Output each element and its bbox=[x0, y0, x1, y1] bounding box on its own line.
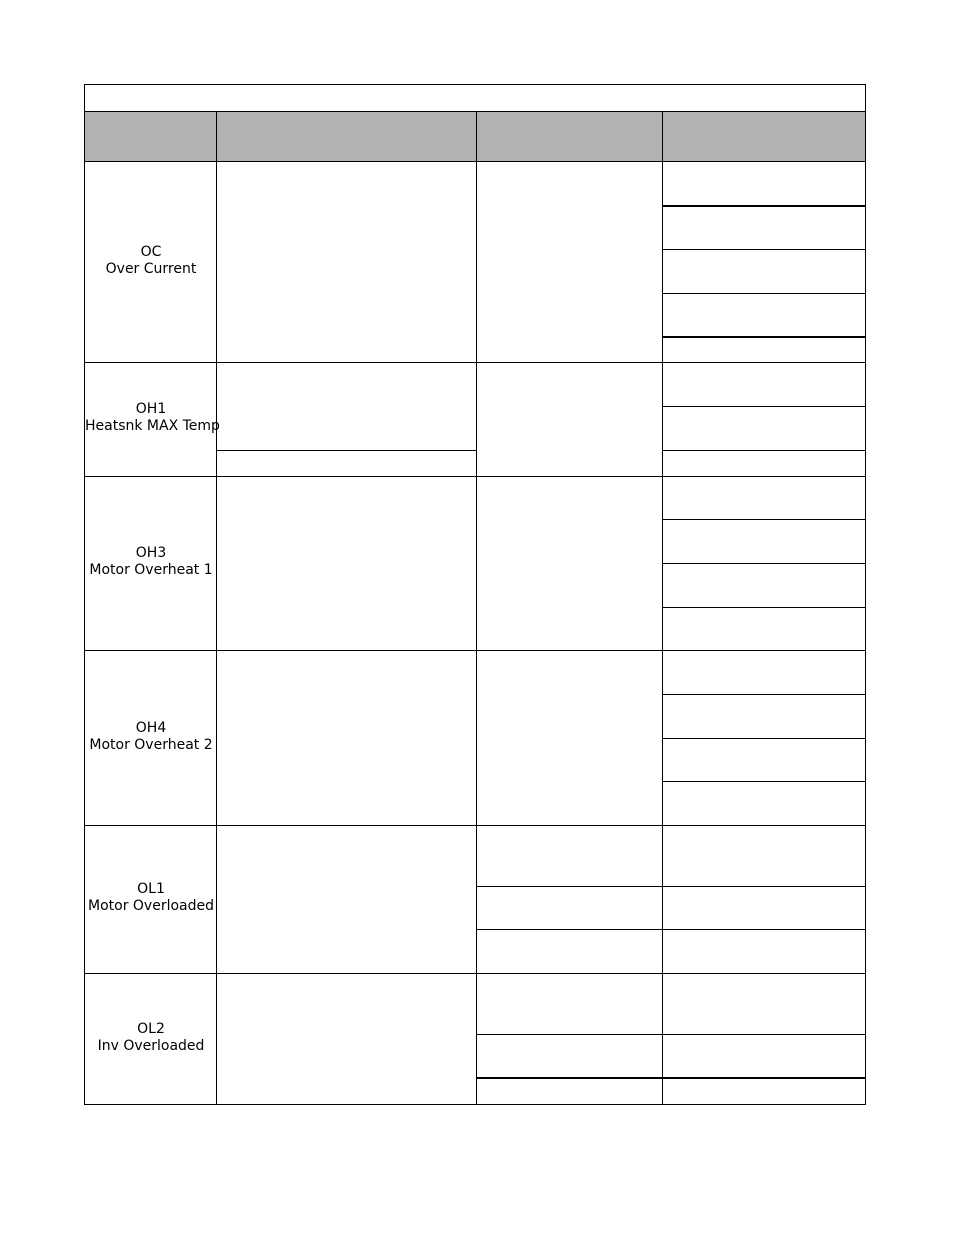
fault-code: OH1 bbox=[135, 401, 167, 417]
fault-code: OL1 bbox=[137, 881, 165, 897]
fault-label-oh4 bbox=[85, 720, 217, 754]
subrow-divider bbox=[662, 406, 865, 407]
row-divider-oh4-ol1 bbox=[85, 825, 865, 826]
fault-name: Motor Overheat 1 bbox=[89, 562, 213, 578]
subrow-divider bbox=[662, 293, 865, 294]
subrow-divider bbox=[476, 886, 865, 887]
subrow-divider bbox=[662, 738, 865, 739]
subrow-divider bbox=[662, 781, 865, 782]
subrow-divider bbox=[662, 563, 865, 564]
subrow-divider bbox=[476, 929, 865, 930]
subrow-divider bbox=[662, 607, 865, 608]
subrow-divider bbox=[662, 694, 865, 695]
header-cell-col1 bbox=[85, 112, 216, 161]
subrow-divider bbox=[476, 1077, 865, 1079]
fault-label-ol1 bbox=[85, 881, 217, 915]
subrow-divider bbox=[216, 450, 477, 451]
subrow-divider bbox=[662, 336, 865, 338]
fault-code: OC bbox=[140, 244, 162, 260]
subrow-divider bbox=[662, 450, 865, 451]
header-row-divider bbox=[85, 161, 865, 162]
fault-label-oc bbox=[85, 244, 217, 278]
subrow-divider bbox=[662, 249, 865, 250]
row-divider-oh3-oh4 bbox=[85, 650, 865, 651]
fault-name: Motor Overheat 2 bbox=[89, 737, 213, 753]
column-divider-2 bbox=[476, 111, 477, 1104]
subrow-divider bbox=[662, 519, 865, 520]
title-row-divider bbox=[85, 111, 865, 112]
fault-name: Inv Overloaded bbox=[97, 1038, 205, 1054]
subrow-divider bbox=[476, 1034, 865, 1035]
row-divider-oc-oh1 bbox=[85, 362, 865, 363]
row-divider-oh1-oh3 bbox=[85, 476, 865, 477]
fault-code: OH4 bbox=[135, 720, 167, 736]
fault-code: OL2 bbox=[137, 1021, 165, 1037]
header-cell-col2 bbox=[217, 112, 476, 161]
header-cell-col4 bbox=[663, 112, 865, 161]
fault-name: Over Current bbox=[105, 261, 197, 277]
header-cell-col3 bbox=[477, 112, 662, 161]
fault-name: Motor Overloaded bbox=[88, 898, 214, 914]
row-divider-ol1-ol2 bbox=[85, 973, 865, 974]
fault-name: Heatsnk MAX Temp bbox=[85, 418, 220, 434]
fault-label-oh1 bbox=[85, 401, 220, 435]
fault-code: OH3 bbox=[135, 545, 167, 561]
fault-table bbox=[84, 84, 866, 1105]
fault-label-oh3 bbox=[85, 545, 217, 579]
fault-label-ol2 bbox=[85, 1021, 217, 1055]
subrow-divider bbox=[662, 205, 865, 207]
